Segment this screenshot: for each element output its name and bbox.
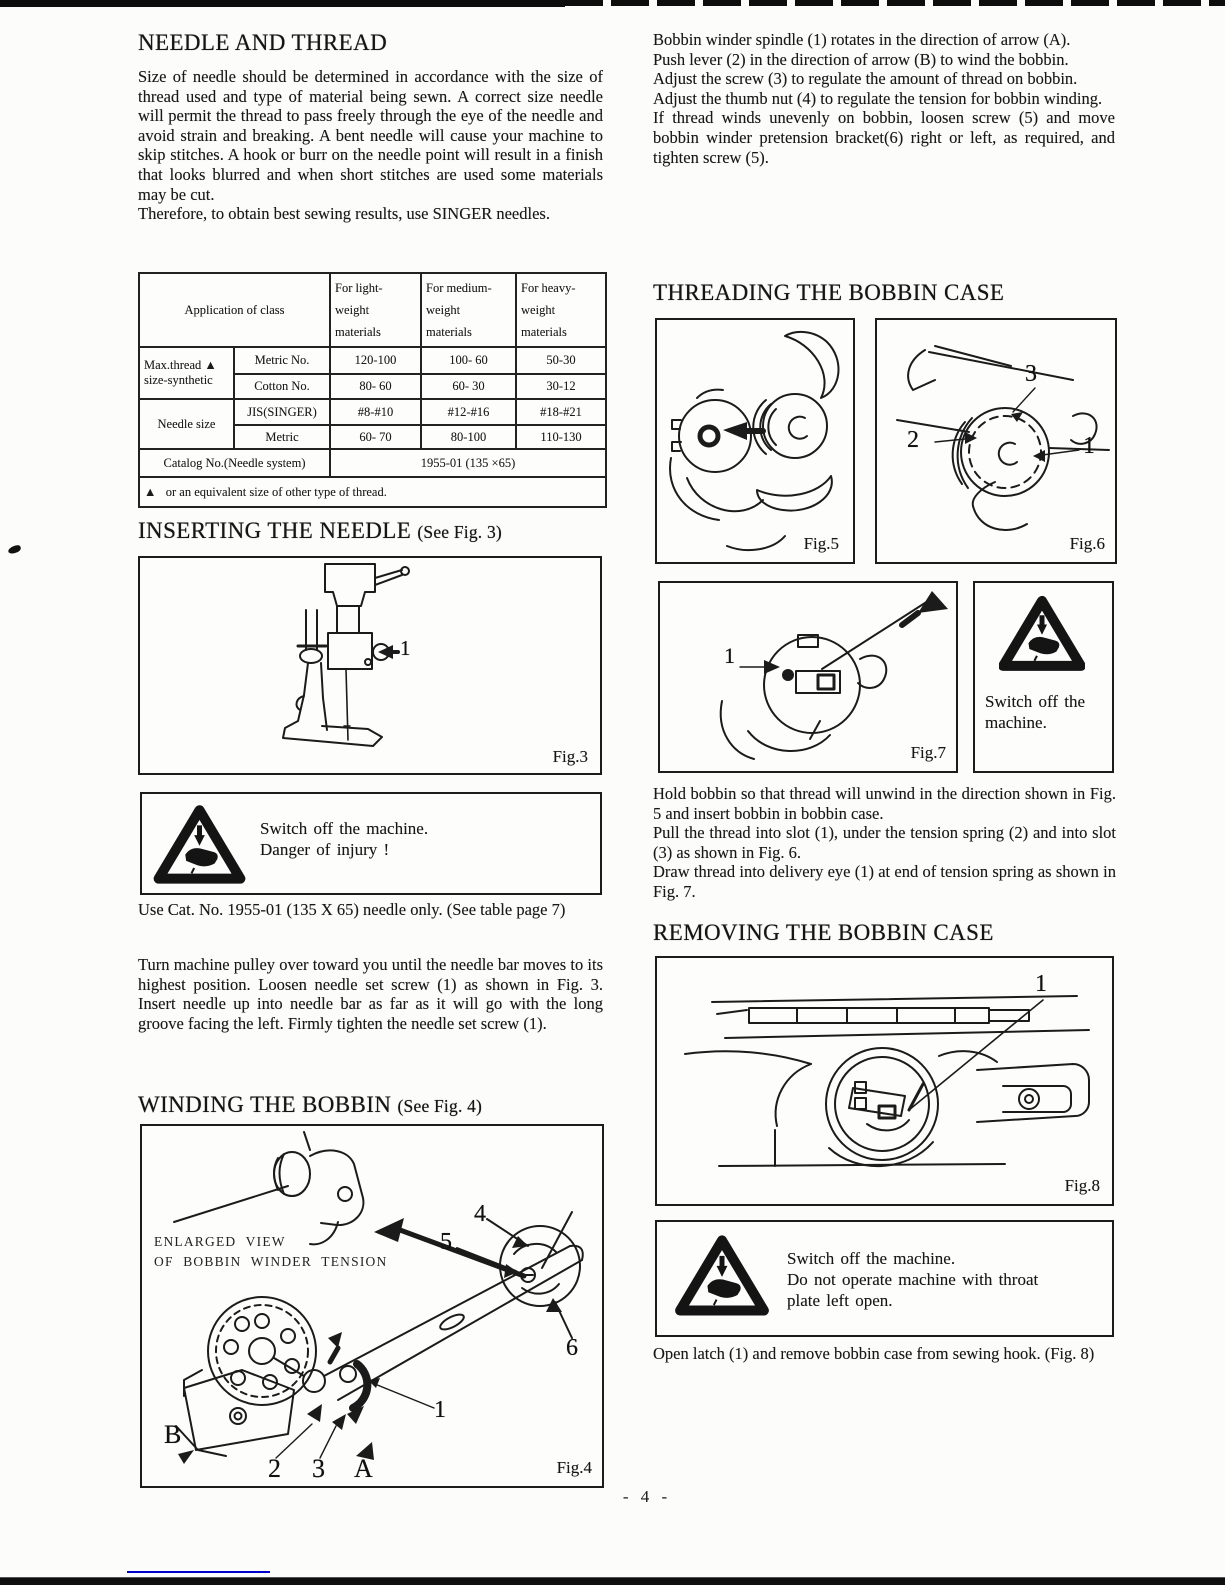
fig4-label-3: 3 — [312, 1454, 325, 1483]
fig6-label-3: 3 — [1025, 361, 1037, 387]
warning-text: Switch off the machine. Danger of injury ! — [260, 819, 429, 859]
table-cell: 80- 60 — [330, 374, 421, 399]
ink-mark — [7, 544, 22, 555]
section-title-removing-bobbin-case: REMOVING THE BOBBIN CASE — [653, 920, 994, 945]
section-title-inserting-needle: INSERTING THE NEEDLE (See Fig. 3) — [138, 518, 502, 543]
warning-triangle-icon — [675, 1234, 769, 1316]
fig4-enlarged-view-label-1: ENLARGED VIEW — [154, 1234, 286, 1249]
table-cell: 30-12 — [516, 374, 606, 399]
warning-triangle-icon — [152, 804, 247, 884]
figure-4 — [140, 1124, 604, 1488]
fig6-label-1: 1 — [1083, 433, 1095, 459]
threading-instructions: Hold bobbin so that thread will unwind in the direction shown in Fig. 5 and insert bobbin in bobbin case. Pull the thread into slot (1), under the tension spring (2) and into slot (3) as shown in Fig. 6. Draw thread into delivery eye (1) at end of tension spring as shown in Fig. 7. — [653, 784, 1116, 901]
fig4-label-2: 2 — [268, 1454, 281, 1483]
fig4-label-4: 4 — [474, 1201, 486, 1227]
fig6-caption: Fig.6 — [1069, 534, 1105, 553]
footnote-triangle: ▲ — [144, 484, 157, 499]
table-header-heavy: For heavy- weight materials — [516, 273, 606, 347]
table-cell: 50-30 — [516, 347, 606, 374]
table-group-needle-size: Needle size — [139, 399, 234, 449]
fig4-caption: Fig.4 — [556, 1458, 592, 1477]
table-cell: 120-100 — [330, 347, 421, 374]
fig4-label-5: 5 — [440, 1229, 452, 1255]
fig4-bobbin-winder-illustration — [142, 1126, 602, 1486]
page-number: - 4 - — [622, 1487, 672, 1506]
section-title-threading-bobbin-case: THREADING THE BOBBIN CASE — [653, 280, 1005, 305]
table-header-medium: For medium- weight materials — [421, 273, 516, 347]
fig3-label-1: 1 — [400, 636, 411, 660]
table-cell: #18-#21 — [516, 399, 606, 425]
figure-5 — [655, 318, 855, 564]
needle-thread-table — [138, 272, 607, 508]
warning-text: Switch off the machine. — [985, 692, 1086, 732]
removing-instructions: Open latch (1) and remove bobbin case from sewing hook. (Fig. 8) — [653, 1344, 1095, 1363]
section-title-needle-and-thread: NEEDLE AND THREAD — [138, 30, 388, 55]
section-title-winding-bobbin: WINDING THE BOBBIN (See Fig. 4) — [138, 1092, 483, 1117]
paragraph: Size of needle should be determined in accordance with the size of thread used and type of material being sewn. A correct size needle will permit the thread to pass freely through the eye of the needle and avoid strain and breaking. A bent needle will cause your machine to skip stitches. A hook or burr on the needle point will result in a finish that looks blurred and when short stitches are used some materials may be cut. — [138, 67, 603, 204]
warning-triangle-icon — [999, 595, 1085, 671]
fig3-caption: Fig.3 — [552, 747, 588, 766]
see-fig-3: (See Fig. 3) — [417, 522, 502, 542]
figure-7 — [658, 581, 958, 773]
warning-box-injury — [140, 792, 602, 895]
scan-top-bar-dashes — [565, 0, 1225, 6]
scan-bottom-bar — [0, 1577, 1225, 1585]
fig7-label-1: 1 — [724, 643, 735, 668]
fig4-label-b: B — [164, 1420, 182, 1449]
figure-8 — [655, 956, 1114, 1206]
fig4-label-6: 6 — [566, 1335, 578, 1361]
see-fig-4: (See Fig. 4) — [397, 1096, 483, 1116]
table-cell: 100- 60 — [421, 347, 516, 374]
warning-text: Switch off the machine. Do not operate machine with throat plate left open. — [787, 1249, 1039, 1310]
paragraph: Therefore, to obtain best sewing results, use SINGER needles. — [138, 204, 550, 224]
fig4-enlarged-view-label-2: OF BOBBIN WINDER TENSION — [154, 1254, 388, 1269]
warning-box-throat-plate — [655, 1220, 1114, 1337]
table-cell: 60- 30 — [421, 374, 516, 399]
table-cell: 110-130 — [516, 425, 606, 449]
fig8-caption: Fig.8 — [1064, 1176, 1100, 1195]
fig5-caption: Fig.5 — [803, 534, 839, 553]
table-header-application: Application of class — [139, 273, 330, 347]
table-cell: #12-#16 — [421, 399, 516, 425]
fig8-label-1: 1 — [1035, 971, 1047, 997]
table-header-light: For light- weight materials — [330, 273, 421, 347]
needle-note: Use Cat. No. 1955-01 (135 X 65) needle only. (See table page 7) — [138, 900, 566, 919]
warning-box-switch-off — [973, 581, 1114, 773]
table-group-max-thread: Max.thread ▲ size-synthetic — [139, 347, 234, 399]
inserting-instructions: Turn machine pulley over toward you until the needle bar moves to its highest position. Loosen needle set screw (1) as shown in Fig. 3. Insert needle up into needle bar as far as it will go with the long groove facing the left. Firmly tighten the needle set screw (1). — [138, 955, 603, 1033]
table-row-label: Cotton No. — [234, 374, 330, 399]
table-cell: 60- 70 — [330, 425, 421, 449]
table-row-label: JIS(SINGER) — [234, 399, 330, 425]
table-row-label: Metric No. — [234, 347, 330, 374]
table-catalog-label: Catalog No.(Needle system) — [139, 449, 330, 477]
fig6-label-2: 2 — [907, 427, 919, 453]
figure-6 — [875, 318, 1117, 564]
winding-steps: Bobbin winder spindle (1) rotates in the direction of arrow (A). Push lever (2) in the direction of arrow (B) to wind the bobbin. Adjust the screw (3) to regulate the amount of thread on bobbin. Adjust the thumb nut (4) to regulate the tension for bobbin winding. If thread winds unevenly on bobbin, loosen screw (5) and move bobbin winder pretension bracket(6) right or left, as required, and tighten screw (5). — [653, 30, 1115, 167]
table-catalog-value: 1955-01 (135 ×65) — [330, 449, 606, 477]
table-cell: #8-#10 — [330, 399, 421, 425]
fig3-needle-bar-illustration — [140, 558, 600, 773]
fig7-caption: Fig.7 — [910, 743, 946, 762]
needle-and-thread-text — [138, 67, 603, 224]
fig4-label-a: A — [354, 1454, 373, 1483]
fig4-label-1: 1 — [434, 1397, 446, 1423]
table-row-label: Metric — [234, 425, 330, 449]
table-cell: 80-100 — [421, 425, 516, 449]
blue-underline — [127, 1571, 270, 1573]
scan-top-bar — [0, 0, 565, 7]
fig5-bobbin-insert-illustration — [657, 320, 853, 562]
figure-3 — [138, 556, 602, 775]
table-footnote: ▲ or an equivalent size of other type of thread. — [139, 477, 606, 507]
